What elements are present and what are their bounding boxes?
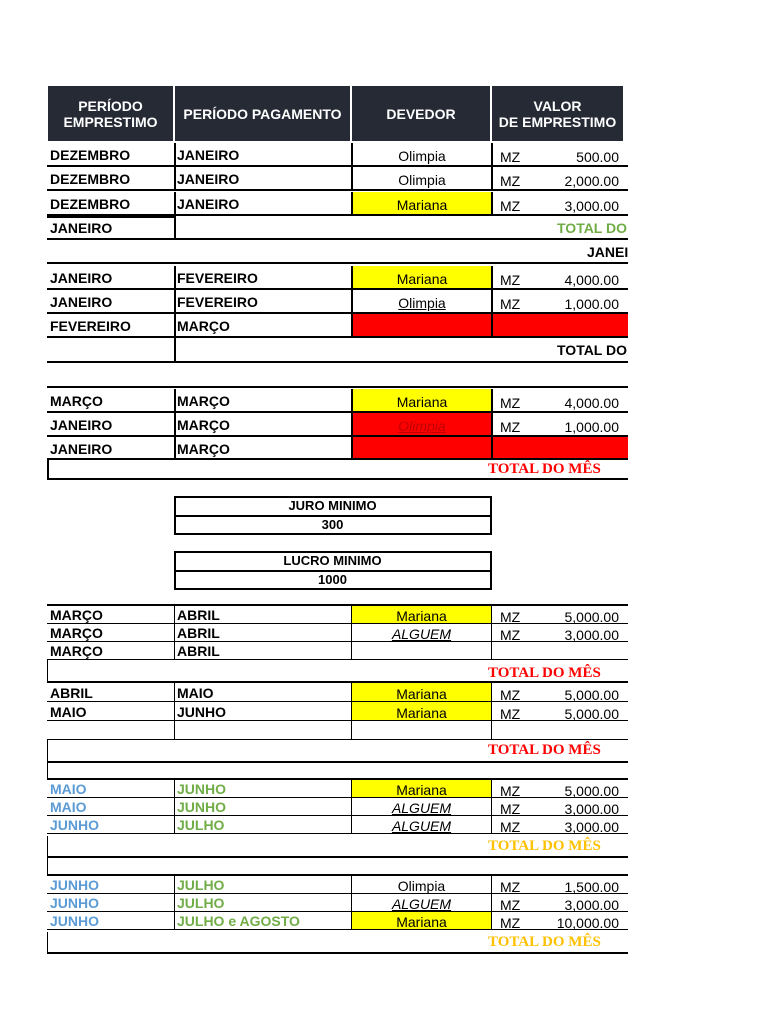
devedor-name: Olimpia [398,147,446,164]
lucro-minimo-label: LUCRO MINIMO [283,553,382,568]
devedor-cell [351,876,491,894]
header-label: EMPRESTIMO [63,113,158,130]
valor: 1,000.00 [564,419,619,435]
valor: 4,000.00 [564,272,619,288]
block-top [47,874,628,876]
periodo-pagamento: JANEIRO [177,196,240,212]
periodo-emprestimo: ABRIL [50,685,93,701]
valor-cell [491,314,628,338]
total-do-mes-label: TOTAL DO MÊS [488,934,601,950]
header-valor [492,86,623,141]
periodo-emprestimo: JANEIRO [50,220,113,236]
periodo-pagamento: JULHO [177,817,225,833]
devedor-cell [351,389,491,413]
periodo-pagamento: MAIO [177,685,214,701]
periodo-pagamento: JULHO e AGOSTO [177,913,300,929]
valor: 1,500.00 [564,879,619,895]
block-top [47,778,628,780]
header-label: DEVEDOR [386,105,456,122]
valor-cell [491,642,628,660]
devedor-cell [351,266,491,290]
currency: MZ [500,915,521,931]
periodo-emprestimo: JUNHO [50,913,100,929]
valor: 10,000.00 [556,915,619,931]
valor: 500.00 [576,149,619,165]
periodo-emprestimo: MARÇO [50,625,103,641]
currency: MZ [500,272,521,288]
periodo-emprestimo: JUNHO [50,817,100,833]
devedor-name: Mariana [396,393,448,410]
periodo-emprestimo: JUNHO [50,895,100,911]
devedor-cell [351,780,491,798]
total-do-mes-label: TOTAL DO [557,220,627,236]
periodo-emprestimo: DEZEMBRO [50,171,131,187]
valor: 5,000.00 [564,609,619,625]
periodo-emprestimo: MAIO [50,781,87,797]
valor: 3,000.00 [564,627,619,643]
devedor-cell [351,290,491,314]
devedor-cell [351,894,491,912]
devedor-cell [351,912,491,930]
devedor-name: Mariana [396,608,447,624]
periodo-emprestimo: JANEIRO [50,294,113,310]
devedor-cell [351,167,491,191]
devedor-cell [351,314,491,338]
header-devedor [352,86,490,141]
currency: MZ [500,879,521,895]
periodo-emprestimo: MARÇO [50,607,103,623]
valor-cell [491,437,628,460]
block-top [47,604,628,606]
devedor-cell [351,624,491,642]
devedor-cell [351,192,491,216]
periodo-pagamento: JUNHO [177,781,227,797]
devedor-cell [351,143,491,167]
header-periodo-emprestimo [48,86,173,141]
devedor-name: Mariana [396,270,448,287]
currency: MZ [500,296,521,312]
valor: 3,000.00 [564,198,619,214]
periodo-pagamento: MARÇO [177,318,230,334]
valor: 3,000.00 [564,897,619,913]
lucro-minimo-value: 1000 [318,572,347,587]
currency: MZ [500,897,521,913]
devedor-cell [351,413,491,437]
header-label: DE EMPRESTIMO [498,113,617,130]
devedor-cell [351,437,491,460]
total-do-mes-label: TOTAL DO MÊS [488,742,601,758]
periodo-emprestimo: JANEIRO [50,441,113,457]
valor: 5,000.00 [564,706,619,722]
divider [174,702,175,740]
total-row [47,338,174,363]
periodo-pagamento: JANEIRO [177,147,240,163]
juro-minimo-label: JURO MINIMO [288,498,377,513]
devedor-cell [351,606,491,624]
devedor-name: ALGUEM [391,800,452,816]
total-do-mes-label: TOTAL DO [557,342,627,358]
periodo-pagamento: JULHO [177,895,225,911]
periodo-emprestimo: FEVEREIRO [50,318,131,334]
periodo-emprestimo: JANEIRO [50,417,113,433]
blank-row [47,721,628,740]
periodo-pagamento: ABRIL [177,607,220,623]
currency: MZ [500,706,521,722]
currency: MZ [500,801,521,817]
juro-minimo-value: 300 [321,517,344,532]
periodo-pagamento: JUNHO [177,704,227,720]
header-label: VALOR [533,97,582,114]
devedor-name: Mariana [396,704,447,721]
devedor-name: Olimpia [398,417,446,434]
currency: MZ [500,609,521,625]
currency: MZ [500,627,521,643]
devedor-name: ALGUEM [391,626,452,642]
periodo-pagamento: JANEIRO [177,171,240,187]
devedor-cell [351,816,491,834]
devedor-cell [351,642,491,660]
currency: MZ [500,419,521,435]
devedor-cell [351,702,491,721]
periodo-emprestimo: MAIO [50,799,87,815]
periodo-emprestimo: MARÇO [50,393,103,409]
total-do-mes-label: TOTAL DO MÊS [488,665,601,681]
periodo-pagamento: MARÇO [177,417,230,433]
periodo-pagamento: FEVEREIRO [177,294,258,310]
currency: MZ [500,149,521,165]
periodo-emprestimo: MARÇO [50,643,103,659]
valor: 3,000.00 [564,819,619,835]
periodo-pagamento: JUNHO [177,799,227,815]
devedor-name: Mariana [396,685,447,702]
currency: MZ [500,819,521,835]
valor: 1,000.00 [564,296,619,312]
devedor-name: Olimpia [398,171,446,188]
valor: 4,000.00 [564,395,619,411]
periodo-emprestimo: DEZEMBRO [50,196,131,212]
devedor-name: Olimpia [397,878,446,894]
valor: 5,000.00 [564,687,619,703]
periodo-emprestimo: JANEIRO [50,270,113,286]
valor: 3,000.00 [564,801,619,817]
periodo-emprestimo: JUNHO [50,877,100,893]
periodo-pagamento: FEVEREIRO [177,270,258,286]
periodo-pagamento: MARÇO [177,441,230,457]
header-label: PERÍODO PAGAMENTO [183,105,342,122]
block-top [47,386,628,389]
currency: MZ [500,395,521,411]
periodo-pagamento: JULHO [177,877,225,893]
header-periodo-pagamento [175,86,350,141]
periodo-pagamento: ABRIL [177,643,220,659]
currency: MZ [500,173,521,189]
total-do-mes-label: TOTAL DO MÊS [488,461,601,477]
devedor-name: Mariana [396,196,448,213]
valor: 5,000.00 [564,783,619,799]
devedor-name: Olimpia [398,294,446,311]
devedor-name: Mariana [396,914,447,930]
divider [351,702,352,740]
periodo-pagamento: MARÇO [177,393,230,409]
devedor-name: Mariana [396,782,447,798]
periodo-pagamento: ABRIL [177,625,220,641]
devedor-cell [351,798,491,816]
divider [491,702,492,740]
valor: 2,000.00 [564,173,619,189]
currency: MZ [500,687,521,703]
currency: MZ [500,198,521,214]
month-label-row [47,240,628,264]
devedor-name: ALGUEM [391,896,452,912]
currency: MZ [500,783,521,799]
devedor-name: ALGUEM [391,818,452,834]
header-label: PERÍODO [78,97,143,114]
periodo-emprestimo: MAIO [50,704,87,720]
periodo-emprestimo: DEZEMBRO [50,147,131,163]
month-label: JANEI [587,244,629,260]
devedor-cell [351,683,491,702]
total-do-mes-label: TOTAL DO MÊS [488,838,601,854]
